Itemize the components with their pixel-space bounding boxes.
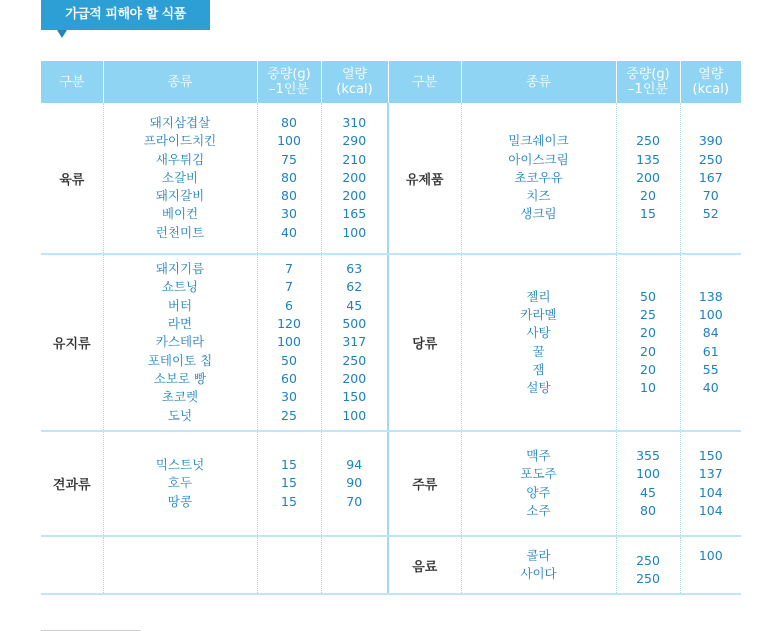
kcal-list-cell: 390 250 167 70 52 xyxy=(680,103,741,254)
kcal-list-cell xyxy=(321,536,388,594)
food-list-cell: 믹스트넛 호두 땅콩 xyxy=(103,431,257,536)
table-row xyxy=(41,536,741,594)
table-row xyxy=(41,103,741,254)
kcal-list-cell: 150 137 104 104 xyxy=(680,431,741,536)
title-tag-pointer xyxy=(57,30,67,38)
weight-list-cell: 7 7 6 120 100 50 60 30 25 xyxy=(257,254,321,431)
kcal-list-cell: 310 290 210 200 200 165 100 xyxy=(321,103,388,254)
food-list-cell: 돼지기름 쇼트닝 버터 라면 카스테라 포테이토 칩 소보로 빵 초코렛 도넛 xyxy=(103,254,257,431)
weight-list-cell xyxy=(257,536,321,594)
header-weight-left: 중량(g) –1인분 xyxy=(257,61,321,103)
category-cell xyxy=(41,536,103,594)
category-cell: 견과류 xyxy=(41,431,103,536)
section-title-tag xyxy=(41,0,210,30)
kcal-list-cell: 100 xyxy=(680,536,741,594)
category-cell: 주류 xyxy=(388,431,461,536)
kcal-list-cell: 94 90 70 xyxy=(321,431,388,536)
header-category-right: 구분 xyxy=(388,61,461,103)
kcal-list-cell: 63 62 45 500 317 250 200 150 100 xyxy=(321,254,388,431)
food-list-cell: 콜라 사이다 xyxy=(461,536,616,594)
avoid-foods-table xyxy=(41,61,741,595)
header-category-left: 구분 xyxy=(41,61,103,103)
header-kcal-right: 열량 (kcal) xyxy=(680,61,741,103)
food-list-cell xyxy=(103,536,257,594)
weight-list-cell: 250 250 xyxy=(616,536,680,594)
category-cell: 유지류 xyxy=(41,254,103,431)
table-row xyxy=(41,431,741,536)
category-cell: 유제품 xyxy=(388,103,461,254)
category-cell: 육류 xyxy=(41,103,103,254)
food-list-cell: 맥주 포도주 양주 소주 xyxy=(461,431,616,536)
table-row xyxy=(41,254,741,431)
header-weight-right: 중량(g) –1인분 xyxy=(616,61,680,103)
table-header-row xyxy=(41,61,741,103)
section-title: 가급적 피해야 할 식품 xyxy=(65,7,186,22)
weight-list-cell: 250 135 200 20 15 xyxy=(616,103,680,254)
category-cell: 음료 xyxy=(388,536,461,594)
food-list-cell: 돼지삼겹살 프라이드치킨 새우튀김 소갈비 돼지갈비 베이컨 런천미트 xyxy=(103,103,257,254)
weight-list-cell: 15 15 15 xyxy=(257,431,321,536)
weight-list-cell: 355 100 45 80 xyxy=(616,431,680,536)
header-kcal-left: 열량 (kcal) xyxy=(321,61,388,103)
food-list-cell: 젤리 카라멜 사탕 꿀 잼 설탕 xyxy=(461,254,616,431)
category-cell: 당류 xyxy=(388,254,461,431)
food-list-cell: 밀크쉐이크 아이스크림 초코우유 치즈 생크림 xyxy=(461,103,616,254)
weight-list-cell: 50 25 20 20 20 10 xyxy=(616,254,680,431)
header-type-left: 종류 xyxy=(103,61,257,103)
weight-list-cell: 80 100 75 80 80 30 40 xyxy=(257,103,321,254)
kcal-list-cell: 138 100 84 61 55 40 xyxy=(680,254,741,431)
header-type-right: 종류 xyxy=(461,61,616,103)
